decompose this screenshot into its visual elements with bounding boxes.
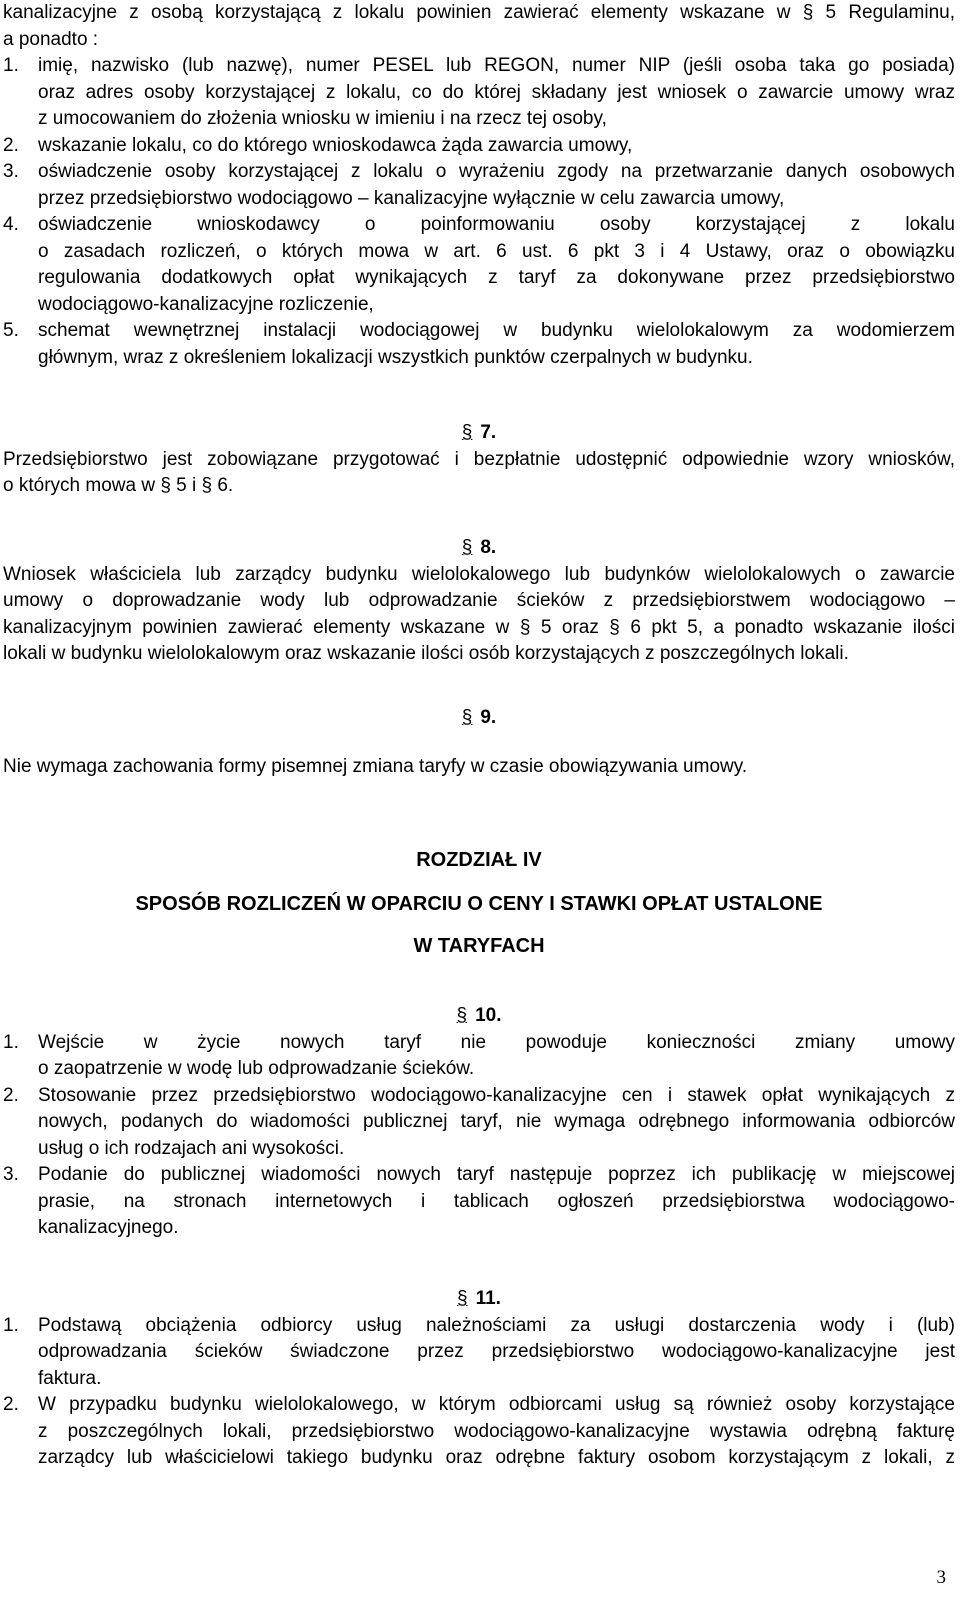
section-number: 10.	[475, 1005, 502, 1026]
list-item	[3, 212, 955, 318]
list-item-line: kanalizacyjnego.	[38, 1217, 179, 1238]
list-item-number: 1.	[3, 55, 19, 76]
requirements-list	[3, 53, 955, 371]
list-item-number: 1.	[3, 1314, 19, 1336]
list-item	[3, 133, 955, 160]
list-item-line: schemat wewnętrznej instalacji wodociągowej w budynku wielolokalowym za wodomierzem	[38, 320, 955, 341]
list-item-number: 1.	[3, 1031, 19, 1053]
section-number: 9.	[480, 707, 497, 728]
chapter-label: ROZDZIAŁ IV	[416, 849, 542, 871]
list-item-line: zarządcy lub właścicielowi takiego budynku oraz odrębne faktury osobom korzystającym z lokali, z	[38, 1447, 955, 1468]
section-symbol: §	[461, 422, 473, 443]
list-item-line: W przypadku budynku wielolokalowego, w którym odbiorcami usług są również osoby korzystające	[38, 1394, 955, 1415]
section-8	[3, 535, 955, 668]
intro-paragraph	[3, 0, 955, 53]
chapter-title-line: SPOSÓB ROZLICZEŃ W OPARCIU O CENY I STAWKI OPŁAT USTALONE	[135, 893, 823, 915]
section-9	[3, 705, 955, 780]
list-item-line: prasie, na stronach internetowych i tablicach ogłoszeń przedsiębiorstwa wodociągowo-	[38, 1190, 955, 1212]
list-item-line: Podstawą obciążenia odbiorcy usług należnościami za usługi dostarczenia wody i (lub)	[38, 1314, 955, 1336]
list-item-line: wodociągowo-kanalizacyjne rozliczenie,	[38, 293, 374, 315]
section-10	[3, 1003, 955, 1242]
list-item-line: Stosowanie przez przedsiębiorstwo wodociągowo-kanalizacyjne cen i stawek opłat wynikających z	[38, 1084, 955, 1106]
list-item-number: 2.	[3, 1394, 19, 1415]
list-item-line: faktura.	[38, 1367, 102, 1389]
section-number: 8.	[480, 537, 497, 558]
list-item	[3, 159, 955, 212]
section-11	[3, 1286, 955, 1472]
list-item	[3, 318, 955, 371]
chapter-title-line: W TARYFACH	[413, 935, 545, 957]
list-item-line: Wejście w życie nowych taryf nie powoduje konieczności zmiany umowy	[38, 1031, 955, 1053]
paragraph-line: Nie wymaga zachowania formy pisemnej zmiana taryfy w czasie obowiązywania umowy.	[3, 755, 748, 777]
list-item-line: Podanie do publicznej wiadomości nowych taryf następuje poprzez ich publikację w miejscowej	[38, 1164, 955, 1185]
intro-line: kanalizacyjne z osobą korzystającą z lokalu powinien zawierać elementy wskazane w § 5 Regulaminu,	[3, 2, 955, 23]
section-heading	[3, 420, 955, 447]
list-item-line: oświadczenie wnioskodawcy o poinformowaniu osoby korzystającej z lokalu	[38, 214, 955, 235]
section-symbol: §	[457, 1288, 468, 1309]
section-symbol: §	[461, 537, 473, 558]
paragraph-line: o których mowa w § 5 i § 6.	[3, 475, 234, 496]
paragraph-line: Przedsiębiorstwo jest zobowiązane przygotować i bezpłatnie udostępnić odpowiednie wzory wniosków,	[3, 448, 955, 470]
section-number: 11.	[475, 1288, 501, 1309]
list-item-line: głównym, wraz z określeniem lokalizacji wszystkich punktów czerpalnych w budynku.	[38, 346, 753, 368]
list-item-line: wskazanie lokalu, co do którego wnioskodawca żąda zawarcia umowy,	[38, 134, 633, 156]
list-item	[3, 1392, 955, 1472]
list-item-line: z poszczególnych lokali, przedsiębiorstwo wodociągowo-kanalizacyjne wystawia odrębną fakturę	[38, 1420, 955, 1442]
list-item-number: 2.	[3, 134, 19, 156]
section-heading	[3, 1286, 955, 1313]
list-item-line: o zaopatrzenie w wodę lub odprowadzanie ścieków.	[38, 1058, 475, 1079]
list-item	[3, 1030, 955, 1083]
list-item-line: z umocowaniem do złożenia wniosku w imieniu i na rzecz tej osoby,	[38, 108, 607, 129]
section-symbol: §	[456, 1005, 468, 1026]
section-heading	[3, 535, 955, 562]
list-item-line: imię, nazwisko (lub nazwę), numer PESEL lub REGON, numer NIP (jeśli osoba taka go posiada)	[38, 55, 955, 76]
paragraph-line: lokali w budynku wielolokalowym oraz wskazanie ilości osób korzystających z poszczególnych lokali.	[3, 643, 849, 664]
section-7	[3, 420, 955, 500]
section-symbol: §	[461, 707, 473, 728]
list-item-number: 3.	[3, 161, 19, 182]
list-item-line: oraz adres osoby korzystającej z lokalu, co do której składany jest wniosek o zawarcie umowy wraz	[38, 81, 955, 103]
paragraph-line: kanalizacyjnym powinien zawierać elementy wskazane w § 5 oraz § 6 pkt 5, a ponadto wskazanie ilości	[3, 616, 955, 638]
chapter-heading	[3, 846, 955, 960]
list-item-line: usług o ich rodzajach ani wysokości.	[38, 1137, 345, 1159]
section-number: 7.	[480, 422, 497, 443]
page-number: 3	[936, 1567, 946, 1588]
list-item-number: 3.	[3, 1164, 19, 1185]
section-heading	[3, 705, 955, 732]
list-item-line: odprowadzania ścieków świadczone przez przedsiębiorstwo wodociągowo-kanalizacyjne jest	[38, 1341, 955, 1362]
list-item-line: o zasadach rozliczeń, o których mowa w art. 6 ust. 6 pkt 3 i 4 Ustawy, oraz o obowiązku	[38, 240, 955, 262]
list-item-number: 5.	[3, 320, 19, 341]
paragraph-line: Wniosek właściciela lub zarządcy budynku wielolokalowego lub budynków wielolokalowych o zawarcie	[3, 563, 955, 585]
intro-line: a ponadto :	[3, 28, 99, 50]
list-item-line: oświadczenie osoby korzystającej z lokalu o wyrażeniu zgody na przetwarzanie danych osobowych	[38, 161, 955, 182]
section-heading	[3, 1003, 955, 1030]
list-item	[3, 1083, 955, 1163]
list-item-line: przez przedsiębiorstwo wodociągowo – kanalizacyjne wyłącznie w celu zawarcia umowy,	[38, 187, 785, 209]
list-item	[3, 1162, 955, 1242]
list-item-line: nowych, podanych do wiadomości publicznej taryf, nie wymaga odrębnego informowania odbiorców	[38, 1111, 955, 1132]
list-item	[3, 53, 955, 133]
list-item-line: regulowania dodatkowych opłat wynikających z taryf za dokonywane przez przedsiębiorstwo	[38, 267, 955, 288]
list-item	[3, 1313, 955, 1393]
list-item-number: 4.	[3, 214, 19, 235]
paragraph-line: umowy o doprowadzanie wody lub odprowadzanie ścieków z przedsiębiorstwem wodociągowo –	[3, 590, 955, 611]
list-item-number: 2.	[3, 1084, 19, 1106]
